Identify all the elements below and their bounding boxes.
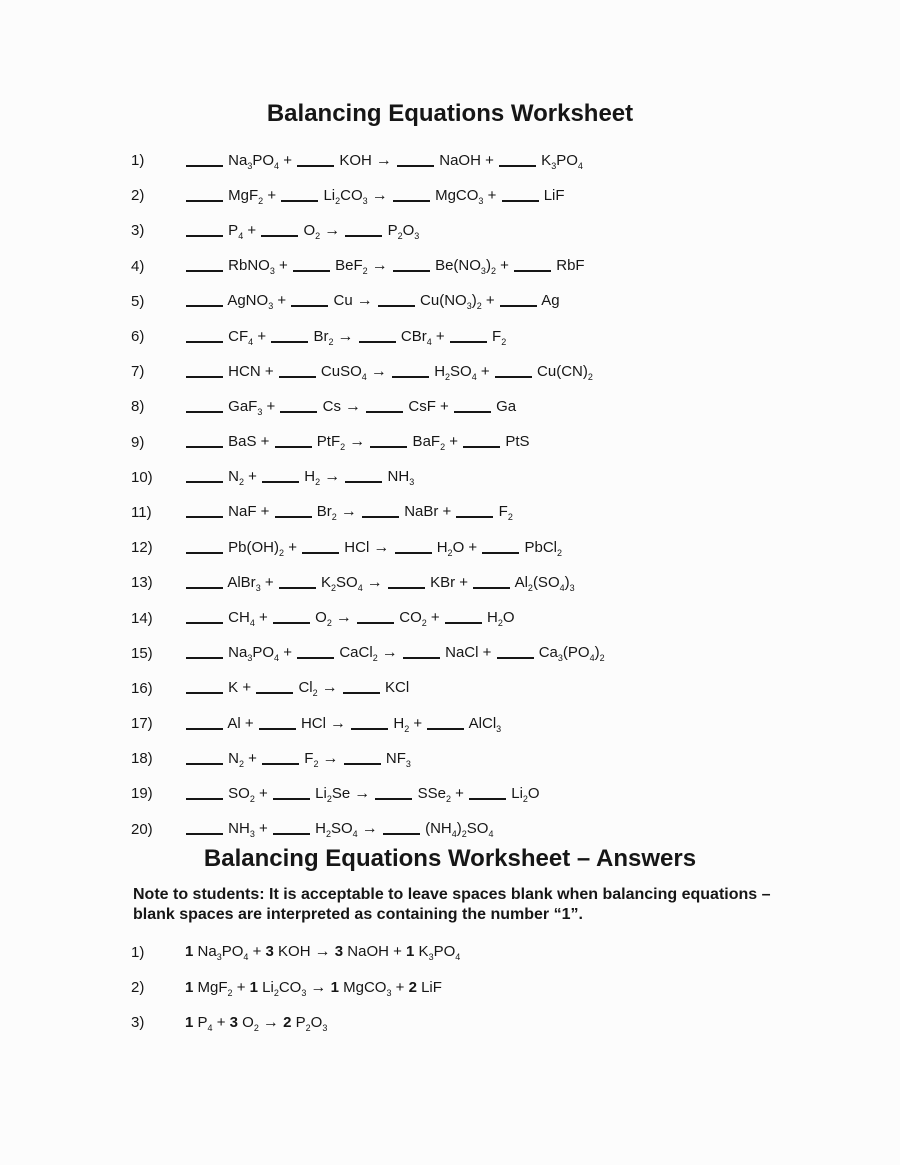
problem-number: 2)	[131, 187, 145, 205]
equation-text: NaF + $Br_2$ → NaBr + $F_2$	[185, 503, 513, 521]
arrow-icon: →	[340, 503, 357, 521]
blank-line[interactable]	[186, 552, 223, 554]
equation-row	[0, 460, 900, 495]
blank-line[interactable]	[281, 200, 318, 202]
blank-line[interactable]	[259, 728, 296, 730]
blank-line[interactable]	[351, 728, 388, 730]
blank-line[interactable]	[186, 411, 223, 413]
equation-text: AgNO$_3$ + $Cu \to Cu(NO_3)_2 + Ag$	[185, 292, 560, 310]
equation-text: 1 MgF$_2$ + 1 $Li_2CO_3 \to 1$ MgCO$_3$ + 2 LiF	[185, 978, 442, 998]
problem-number: 10)	[131, 468, 153, 486]
blank-line[interactable]	[514, 270, 551, 272]
equation-row	[0, 600, 900, 635]
blank-line[interactable]	[279, 587, 316, 589]
problem-number: 3)	[131, 222, 145, 240]
blank-line[interactable]	[473, 587, 510, 589]
equation-text: BaS + PtF$_2$ → BaF$_2$ + PtS	[185, 433, 530, 451]
blank-line[interactable]	[359, 341, 396, 343]
arrow-icon: →	[322, 749, 339, 767]
blank-line[interactable]	[378, 305, 415, 307]
equation-row	[0, 671, 900, 706]
problem-number: 19)	[131, 785, 153, 803]
equation-text: $N_2 + H_2 \to NH_3$	[185, 468, 414, 486]
equation-text: $NH_3 + H_2SO_4 \to (NH_4)_2SO_4$	[185, 820, 493, 838]
blank-line[interactable]	[502, 200, 539, 202]
arrow-icon: →	[373, 538, 390, 556]
blank-line[interactable]	[273, 798, 310, 800]
blank-line[interactable]	[302, 552, 339, 554]
blank-line[interactable]	[262, 763, 299, 765]
blank-line[interactable]	[395, 552, 432, 554]
arrow-icon: →	[337, 327, 354, 345]
equation-text: HCN + CuSO$_4$ → $H_2SO_4 + Cu(CN)_2$	[185, 363, 593, 381]
equation-text: $Na_3PO_4$ + KOH → NaOH + $K_3PO_4$	[185, 152, 583, 170]
blank-line[interactable]	[344, 763, 381, 765]
equation-text: $SO_2 + Li_2Se \to SSe_2 + Li_2O$	[185, 785, 540, 803]
blank-line[interactable]	[186, 516, 223, 518]
blank-line[interactable]	[445, 622, 482, 624]
arrow-icon: →	[381, 644, 398, 662]
problem-number: 20)	[131, 820, 153, 838]
blank-line[interactable]	[454, 411, 491, 413]
arrow-icon: →	[371, 257, 388, 275]
blank-line[interactable]	[256, 692, 293, 694]
equation-text: $CH_4 + O_2 \to CO_2 + H_2O$	[185, 609, 515, 627]
equation-text: $Pb(OH)_2$ + HCl → $H_2O$ + PbCl$_2$	[185, 539, 562, 557]
blank-line[interactable]	[186, 305, 223, 307]
equation-row	[0, 319, 900, 354]
blank-line[interactable]	[186, 235, 223, 237]
blank-line[interactable]	[186, 165, 223, 167]
equation-row	[0, 354, 900, 389]
problem-number: 8)	[131, 398, 145, 416]
blank-line[interactable]	[362, 516, 399, 518]
equation-row	[0, 636, 900, 671]
equation-row	[0, 812, 900, 847]
blank-line[interactable]	[271, 341, 308, 343]
equation-text: GaF$_3$ + Cs → CsF + Ga	[185, 398, 516, 416]
arrow-icon: →	[310, 978, 327, 996]
arrow-icon: →	[361, 820, 378, 838]
blank-line[interactable]	[482, 552, 519, 554]
blank-line[interactable]	[273, 622, 310, 624]
blank-line[interactable]	[297, 657, 334, 659]
equation-row	[0, 284, 900, 319]
problem-number: 1)	[131, 943, 145, 961]
equation-text: $Na_3PO_4$ + CaCl$_2$ → NaCl + $Ca_3(PO_4)_2$	[185, 644, 605, 662]
blank-line[interactable]	[463, 446, 500, 448]
blank-line[interactable]	[186, 763, 223, 765]
blank-line[interactable]	[383, 833, 420, 835]
equation-text: $CF_4 + Br_2 \to CBr_4 + F_2$	[185, 328, 506, 346]
problem-number: 16)	[131, 679, 153, 697]
problem-number: 3)	[131, 1014, 145, 1032]
blank-line[interactable]	[186, 587, 223, 589]
blank-line[interactable]	[499, 165, 536, 167]
blank-line[interactable]	[293, 270, 330, 272]
answers-title: Balancing Equations Worksheet – Answers	[203, 844, 697, 872]
blank-line[interactable]	[375, 798, 412, 800]
blank-line[interactable]	[345, 481, 382, 483]
blank-line[interactable]	[495, 376, 532, 378]
blank-line[interactable]	[366, 411, 403, 413]
equation-row	[0, 970, 900, 1005]
problem-number: 7)	[131, 363, 145, 381]
arrow-icon: →	[371, 186, 388, 204]
problem-number: 5)	[131, 292, 145, 310]
blank-line[interactable]	[186, 200, 223, 202]
blank-line[interactable]	[393, 270, 430, 272]
arrow-icon: →	[376, 151, 392, 169]
problem-number: 9)	[131, 433, 145, 451]
arrow-icon: →	[321, 679, 338, 697]
equation-row	[0, 741, 900, 776]
equation-row	[0, 706, 900, 741]
blank-line[interactable]	[186, 657, 223, 659]
blank-line[interactable]	[186, 692, 223, 694]
arrow-icon: →	[263, 1013, 279, 1031]
blank-line[interactable]	[450, 341, 487, 343]
equation-row	[0, 389, 900, 424]
arrow-icon: →	[356, 292, 373, 310]
blank-line[interactable]	[186, 833, 223, 835]
blank-line[interactable]	[397, 165, 434, 167]
arrow-icon: →	[366, 573, 383, 591]
problem-number: 6)	[131, 328, 145, 346]
arrow-icon: →	[354, 784, 371, 802]
equation-row	[0, 565, 900, 600]
blank-line[interactable]	[186, 446, 223, 448]
equation-row	[0, 776, 900, 811]
problem-number: 13)	[131, 574, 153, 592]
blank-line[interactable]	[427, 728, 464, 730]
blank-line[interactable]	[392, 376, 429, 378]
blank-line[interactable]	[497, 657, 534, 659]
arrow-icon: →	[330, 714, 347, 732]
problem-number: 14)	[131, 609, 153, 627]
problem-number: 2)	[131, 979, 145, 997]
blank-line[interactable]	[273, 833, 310, 835]
blank-line[interactable]	[297, 165, 334, 167]
arrow-icon: →	[370, 362, 387, 380]
equation-text: 1 $P_4 + 3$ $O_2 \to 2$ $P_2O_3$	[185, 1013, 328, 1033]
blank-line[interactable]	[261, 235, 298, 237]
blank-line[interactable]	[345, 235, 382, 237]
equation-row	[0, 495, 900, 530]
equation-row	[0, 249, 900, 284]
blank-line[interactable]	[186, 376, 223, 378]
worksheet-title: Balancing Equations Worksheet	[266, 100, 634, 127]
problem-number: 18)	[131, 750, 153, 768]
blank-line[interactable]	[186, 341, 223, 343]
arrow-icon: →	[345, 397, 362, 415]
blank-line[interactable]	[186, 481, 223, 483]
blank-line[interactable]	[279, 376, 316, 378]
blank-line[interactable]	[500, 305, 537, 307]
blank-line[interactable]	[469, 798, 506, 800]
blank-line[interactable]	[275, 516, 312, 518]
note-to-students: Note to students: It is acceptable to leave spaces blank when balancing equations – blank spaces are interpreted as containing the number “1”.	[133, 885, 771, 923]
blank-line[interactable]	[291, 305, 328, 307]
equation-text: $MgF_2 + Li_2CO_3$ → MgCO$_3$ + LiF	[185, 187, 565, 205]
equation-text: Al + HCl → $H_2$ + AlCl$_3$	[185, 715, 501, 733]
arrow-icon: →	[336, 609, 352, 627]
worksheet-problem-list	[0, 143, 900, 847]
equation-text: $K + Cl_2$ → KCl	[185, 679, 409, 697]
blank-line[interactable]	[456, 516, 493, 518]
equation-text: RbNO$_3$ + $BeF_2 \to Be(NO_3)_2$ + RbF	[185, 257, 585, 275]
equation-row	[0, 935, 900, 970]
blank-line[interactable]	[393, 200, 430, 202]
equation-text: 1 $Na_3PO_4 + 3$ KOH → 3 NaOH + 1 $K_3PO_4$	[185, 943, 461, 963]
blank-line[interactable]	[186, 728, 223, 730]
blank-line[interactable]	[275, 446, 312, 448]
problem-number: 12)	[131, 539, 153, 557]
equation-text: $P_4 + O_2 \to P_2O_3$	[185, 222, 419, 240]
equation-row	[0, 178, 900, 213]
blank-line[interactable]	[280, 411, 317, 413]
problem-number: 4)	[131, 257, 145, 275]
equation-text: AlBr$_3$ + $K_2SO_4$ → KBr + $Al_2(SO_4)_3$	[185, 574, 575, 592]
equation-row	[0, 143, 900, 178]
answers-problem-list	[0, 935, 900, 1041]
problem-number: 1)	[131, 152, 145, 170]
blank-line[interactable]	[403, 657, 440, 659]
problem-number: 17)	[131, 715, 153, 733]
blank-line[interactable]	[186, 270, 223, 272]
problem-number: 11)	[131, 503, 152, 521]
blank-line[interactable]	[357, 622, 394, 624]
equation-row	[0, 213, 900, 248]
equation-row	[0, 1005, 900, 1040]
blank-line[interactable]	[343, 692, 380, 694]
equation-row	[0, 425, 900, 460]
blank-line[interactable]	[262, 481, 299, 483]
blank-line[interactable]	[388, 587, 425, 589]
blank-line[interactable]	[370, 446, 407, 448]
arrow-icon: →	[324, 468, 341, 486]
arrow-icon: →	[324, 221, 341, 239]
arrow-icon: →	[349, 433, 366, 451]
equation-row	[0, 530, 900, 565]
blank-line[interactable]	[186, 798, 223, 800]
equation-text: $N_2 + F_2 \to NF_3$	[185, 750, 411, 768]
blank-line[interactable]	[186, 622, 223, 624]
arrow-icon: →	[314, 943, 331, 961]
problem-number: 15)	[131, 644, 153, 662]
